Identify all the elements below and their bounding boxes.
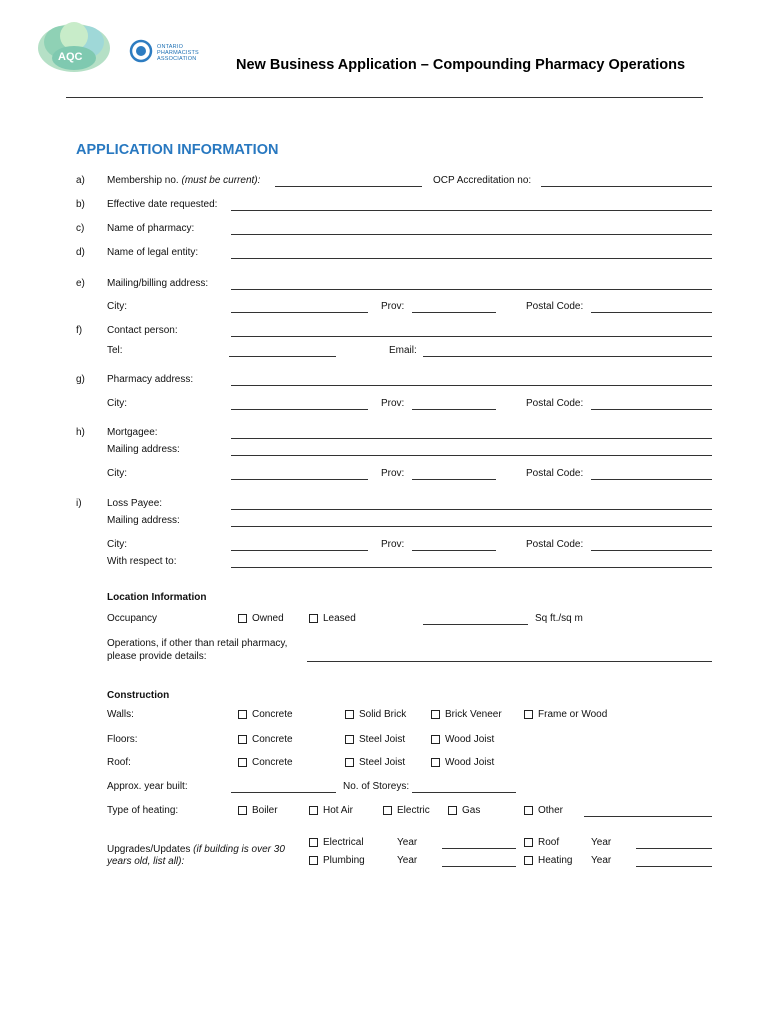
aqc-logo-text: AQC: [58, 51, 83, 63]
ocp-accreditation-field[interactable]: [541, 186, 712, 187]
prov-label: Prov:: [381, 398, 405, 409]
concrete-label: Concrete: [252, 757, 293, 768]
prov-label: Prov:: [381, 301, 405, 312]
other-label: Other: [538, 805, 564, 816]
legal-entity-label: Name of legal entity:: [107, 247, 199, 258]
postal-label: Postal Code:: [526, 539, 584, 550]
city-field[interactable]: [231, 479, 368, 480]
roof-upgrade-label: Roof: [538, 837, 560, 848]
ocp-logo-line: ONTARIO: [157, 44, 184, 50]
year-built-label: Approx. year built:: [107, 781, 188, 792]
storeys-label: No. of Storeys:: [343, 781, 410, 792]
plumbing-label: Plumbing: [323, 855, 365, 866]
prov-label: Prov:: [381, 468, 405, 479]
upgrade-heating-checkbox[interactable]: [524, 856, 533, 865]
heating-year-field[interactable]: [636, 866, 712, 867]
pharmacy-name-label: Name of pharmacy:: [107, 223, 195, 234]
storeys-field[interactable]: [412, 792, 516, 793]
sqft-label: Sq ft./sq m: [535, 613, 583, 624]
steel-joist-label: Steel Joist: [359, 757, 406, 768]
plumbing-year-label: Year: [397, 855, 418, 866]
item-letter-e: e): [76, 278, 85, 289]
solid-brick-label: Solid Brick: [359, 709, 407, 720]
walls-frame-wood-checkbox[interactable]: [524, 710, 533, 719]
heating-hot-air-checkbox[interactable]: [309, 806, 318, 815]
email-field[interactable]: [423, 356, 712, 357]
roof-year-field[interactable]: [636, 848, 712, 849]
walls-label: Walls:: [107, 709, 134, 720]
mortgagee-label: Mortgagee:: [107, 427, 158, 438]
upgrade-plumbing-checkbox[interactable]: [309, 856, 318, 865]
tel-label: Tel:: [107, 345, 123, 356]
item-letter-g: g): [76, 374, 85, 385]
walls-solid-brick-checkbox[interactable]: [345, 710, 354, 719]
tel-field[interactable]: [229, 356, 336, 357]
frame-wood-label: Frame or Wood: [538, 709, 608, 720]
legal-entity-field[interactable]: [231, 258, 712, 259]
item-letter-a: a): [76, 175, 85, 186]
mortgagee-mailing-label: Mailing address:: [107, 444, 180, 455]
city-label: City:: [107, 301, 127, 312]
city-label: City:: [107, 398, 127, 409]
prov-label: Prov:: [381, 539, 405, 550]
item-letter-h: h): [76, 427, 85, 438]
wood-joist-label: Wood Joist: [445, 757, 495, 768]
form-title: New Business Application – Compounding Pharmacy Operations: [236, 57, 686, 73]
city-field[interactable]: [231, 409, 368, 410]
section-title: APPLICATION INFORMATION: [76, 142, 279, 158]
city-label: City:: [107, 539, 127, 550]
city-field[interactable]: [231, 550, 368, 551]
postal-field[interactable]: [591, 409, 712, 410]
membership-field[interactable]: [275, 186, 422, 187]
prov-field[interactable]: [412, 409, 496, 410]
walls-brick-veneer-checkbox[interactable]: [431, 710, 440, 719]
pharmacy-address-label: Pharmacy address:: [107, 374, 194, 385]
header-divider: [66, 97, 703, 98]
operations-label-line2: please provide details:: [107, 651, 207, 662]
floors-wood-joist-checkbox[interactable]: [431, 735, 440, 744]
pharmacy-name-field[interactable]: [231, 234, 712, 235]
mailing-billing-field[interactable]: [231, 289, 712, 290]
postal-field[interactable]: [591, 312, 712, 313]
floors-label: Floors:: [107, 734, 138, 745]
city-label: City:: [107, 468, 127, 479]
roof-year-label: Year: [591, 837, 612, 848]
loss-payee-mailing-label: Mailing address:: [107, 515, 180, 526]
upgrade-roof-checkbox[interactable]: [524, 838, 533, 847]
boiler-label: Boiler: [252, 805, 278, 816]
concrete-label: Concrete: [252, 709, 293, 720]
floors-steel-joist-checkbox[interactable]: [345, 735, 354, 744]
heating-upgrade-label: Heating: [538, 855, 573, 866]
with-respect-field[interactable]: [231, 567, 712, 568]
steel-joist-label: Steel Joist: [359, 734, 406, 745]
loss-payee-field[interactable]: [231, 509, 712, 510]
item-letter-i: i): [76, 498, 82, 509]
electric-label: Electric: [397, 805, 430, 816]
location-heading: Location Information: [107, 592, 207, 603]
operations-field[interactable]: [307, 661, 712, 662]
membership-label-text: Membership no.: [107, 175, 179, 186]
membership-label: [107, 175, 260, 187]
floors-concrete-checkbox[interactable]: [238, 735, 247, 744]
leased-checkbox[interactable]: [309, 614, 318, 623]
roof-wood-joist-checkbox[interactable]: [431, 758, 440, 767]
prov-field[interactable]: [412, 479, 496, 480]
city-field[interactable]: [231, 312, 368, 313]
heating-boiler-checkbox[interactable]: [238, 806, 247, 815]
occupancy-label: Occupancy: [107, 613, 158, 624]
heating-gas-checkbox[interactable]: [448, 806, 457, 815]
effective-date-label: Effective date requested:: [107, 199, 218, 210]
with-respect-label: With respect to:: [107, 556, 177, 567]
ocp-logo-line: ASSOCIATION: [157, 56, 197, 62]
roof-steel-joist-checkbox[interactable]: [345, 758, 354, 767]
membership-label-note: (must be current):: [181, 175, 261, 186]
ocp-accreditation-label: OCP Accreditation no:: [433, 175, 532, 186]
roof-concrete-checkbox[interactable]: [238, 758, 247, 767]
ocp-logo-mark: [129, 39, 153, 63]
leased-label: Leased: [323, 613, 356, 624]
upgrades-label-line2: years old, list all):: [107, 856, 185, 867]
mailing-billing-label: Mailing/billing address:: [107, 278, 209, 289]
postal-label: Postal Code:: [526, 398, 584, 409]
aqc-logo: [34, 18, 114, 76]
electrical-year-label: Year: [397, 837, 418, 848]
prov-field[interactable]: [412, 550, 496, 551]
operations-label-line1: Operations, if other than retail pharmacy,: [107, 638, 288, 649]
upgrade-electrical-checkbox[interactable]: [309, 838, 318, 847]
heating-other-field[interactable]: [584, 816, 712, 817]
heating-year-label: Year: [591, 855, 612, 866]
loss-payee-mailing-field[interactable]: [231, 526, 712, 527]
electrical-label: Electrical: [323, 837, 364, 848]
item-letter-b: b): [76, 199, 85, 210]
prov-field[interactable]: [412, 312, 496, 313]
item-letter-c: c): [76, 223, 85, 234]
item-letter-d: d): [76, 247, 85, 258]
heating-other-checkbox[interactable]: [524, 806, 533, 815]
construction-heading: Construction: [107, 690, 170, 701]
electrical-year-field[interactable]: [442, 848, 516, 849]
walls-concrete-checkbox[interactable]: [238, 710, 247, 719]
postal-label: Postal Code:: [526, 468, 584, 479]
postal-field[interactable]: [591, 479, 712, 480]
email-label: Email:: [389, 345, 417, 356]
loss-payee-label: Loss Payee:: [107, 498, 163, 509]
gas-label: Gas: [462, 805, 481, 816]
owned-checkbox[interactable]: [238, 614, 247, 623]
mortgagee-mailing-field[interactable]: [231, 455, 712, 456]
postal-field[interactable]: [591, 550, 712, 551]
ocp-logo-line: PHARMACISTS: [157, 50, 199, 56]
item-letter-f: f): [76, 325, 83, 336]
pharmacy-address-field[interactable]: [231, 385, 712, 386]
concrete-label: Concrete: [252, 734, 293, 745]
ocp-logo-text: [157, 44, 199, 62]
year-built-field[interactable]: [231, 792, 336, 793]
roof-label: Roof:: [107, 757, 131, 768]
brick-veneer-label: Brick Veneer: [445, 709, 502, 720]
heating-electric-checkbox[interactable]: [383, 806, 392, 815]
owned-label: Owned: [252, 613, 284, 624]
wood-joist-label: Wood Joist: [445, 734, 495, 745]
contact-person-field[interactable]: [231, 336, 712, 337]
effective-date-field[interactable]: [231, 210, 712, 211]
contact-person-label: Contact person:: [107, 325, 178, 336]
sqft-field[interactable]: [423, 624, 528, 625]
upgrades-label-text: Upgrades/Updates: [107, 844, 191, 855]
mortgagee-field[interactable]: [231, 438, 712, 439]
heating-label: Type of heating:: [107, 805, 179, 816]
upgrades-label-line1: [107, 844, 285, 856]
upgrades-label-note: (if building is over 30: [193, 844, 285, 855]
plumbing-year-field[interactable]: [442, 866, 516, 867]
hot-air-label: Hot Air: [323, 805, 354, 816]
postal-label: Postal Code:: [526, 301, 584, 312]
